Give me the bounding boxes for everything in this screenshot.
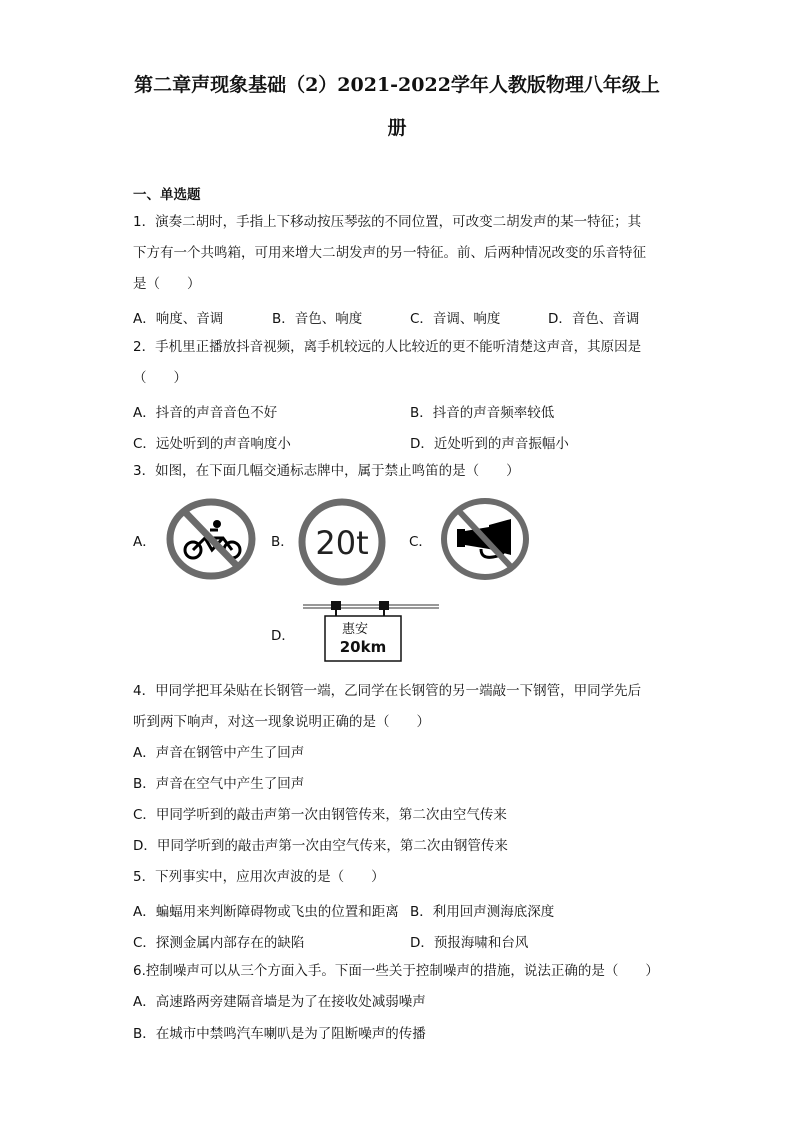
distance-sign-place: 惠安 xyxy=(341,622,369,637)
q4-line-1: 4．甲同学把耳朵贴在长钢管一端，乙同学在长钢管的另一端敲一下钢管，甲同学先后 xyxy=(133,683,642,699)
q4-option-c: C．甲同学听到的敲击声第一次由钢管传来，第二次由空气传来 xyxy=(133,807,507,823)
q1-option-d: D．音色、音调 xyxy=(548,311,640,327)
q3-line-1: 3．如图，在下面几幅交通标志牌中，属于禁止鸣笛的是（ ） xyxy=(133,463,520,479)
q1-option-c: C．音调、响度 xyxy=(410,311,501,327)
q1-line-2: 下方有一个共鸣箱，可用来增大二胡发声的另一特征。前、后两种情况改变的乐音特征 xyxy=(133,245,646,261)
q6-option-a: A．高速路两旁建隔音墙是为了在接收处减弱噪声 xyxy=(133,994,426,1010)
q2-option-c: C．远处听到的声音响度小 xyxy=(133,436,291,452)
q4-option-a: A．声音在钢管中产生了回声 xyxy=(133,745,305,761)
q3-label-c: C． xyxy=(409,534,432,550)
q3-label-b: B． xyxy=(271,534,294,550)
distance-sign-distance: 20km xyxy=(339,638,387,656)
q3-label-a: A． xyxy=(133,534,156,550)
q5-option-b: B．利用回声测海底深度 xyxy=(410,904,555,920)
no-honking-sign-icon xyxy=(441,497,529,581)
q2-line-1: 2．手机里正播放抖音视频，离手机较远的人比较近的更不能听清楚这声音，其原因是 xyxy=(133,339,642,355)
q5-option-a: A．蝙蝠用来判断障碍物或飞虫的位置和距离 xyxy=(133,904,399,920)
q4-option-b: B．声音在空气中产生了回声 xyxy=(133,776,305,792)
q1-option-a: A．响度、音调 xyxy=(133,311,224,327)
q4-option-d: D．甲同学听到的敲击声第一次由空气传来，第二次由钢管传来 xyxy=(133,838,508,854)
q1-option-b: B．音色、响度 xyxy=(272,311,363,327)
q5-option-c: C．探测金属内部存在的缺陷 xyxy=(133,935,305,951)
weight-limit-sign-icon xyxy=(297,498,387,586)
q2-option-b: B．抖音的声音频率较低 xyxy=(410,405,555,421)
q6-option-b: B．在城市中禁鸣汽车喇叭是为了阻断噪声的传播 xyxy=(133,1026,426,1042)
q3-label-d: D． xyxy=(271,628,295,644)
q2-line-2: （ ） xyxy=(133,370,187,386)
q5-option-d: D．预报海啸和台风 xyxy=(410,935,529,951)
section-heading: 一、单选题 xyxy=(133,187,201,203)
distance-sign-icon xyxy=(303,598,441,664)
q6-line-1: 6.控制噪声可以从三个方面入手。下面一些关于控制噪声的措施，说法正确的是（ ） xyxy=(133,963,659,979)
document-title-line-2: 册 xyxy=(387,117,407,139)
document-title-line-1: 第二章声现象基础（2）2021-2022学年人教版物理八年级上 xyxy=(134,74,660,96)
no-bicycle-sign-icon xyxy=(165,498,257,580)
q4-line-2: 听到两下响声，对这一现象说明正确的是（ ） xyxy=(133,714,430,730)
q5-line-1: 5．下列事实中，应用次声波的是（ ） xyxy=(133,869,385,885)
q1-line-1: 1．演奏二胡时，手指上下移动按压琴弦的不同位置，可改变二胡发声的某一特征；其 xyxy=(133,214,642,230)
q2-option-a: A．抖音的声音音色不好 xyxy=(133,405,278,421)
q2-option-d: D．近处听到的声音振幅小 xyxy=(410,436,569,452)
weight-limit-text: 20t xyxy=(315,524,369,562)
q1-line-3: 是（ ） xyxy=(133,276,201,292)
